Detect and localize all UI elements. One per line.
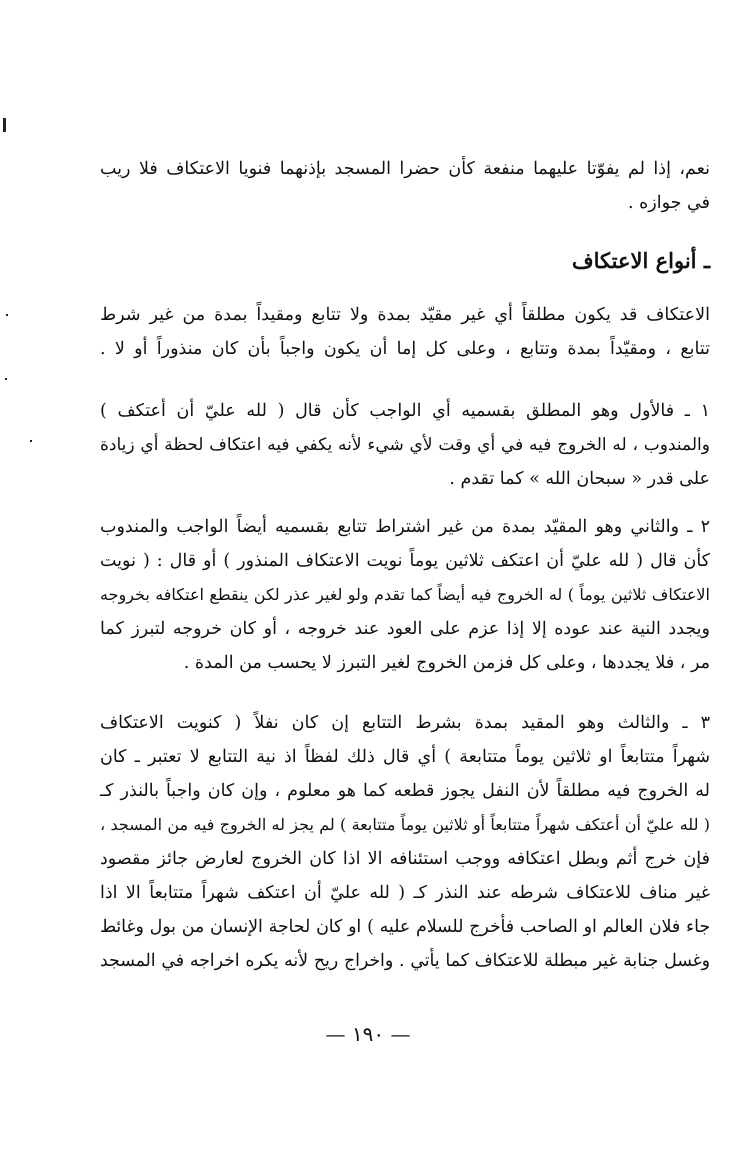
text-line: مر ، فلا يجددها ، وعلى كل فزمن الخروج لغير التبرز لا يحسب من المدة . [183,653,710,673]
text-line: نعم، إذا لم يفوّتا عليهما منفعة كأن حضرا المسجد بإذنهما فنويا الاعتكاف فلا ريب [100,159,710,179]
text-line: فإن خرج أثم وبطل اعتكافه ووجب استئنافه الا اذا كان الخروج لعارض جائز مقصود [100,849,710,869]
text-line: غير مناف للاعتكاف شرطه عند النذر كـ ( لله عليّ أن اعتكف شهراً متتابعاً الا اذا [100,883,710,903]
text-line: تتابع ، ومقيّداً بمدة وتتابع ، وعلى كل إما أن يكون واجباً بأن كان منذوراً أو لا . [100,339,710,359]
paragraph-first-type [100,394,710,496]
intro-paragraph [100,152,710,220]
text-line: ٣ ـ والثالث وهو المقيد بمدة بشرط التتابع إن كان نفلاً ( كنويت الاعتكاف [100,713,710,733]
text-line: ( لله عليّ أن أعتكف شهراً متتابعاً أو ثلاثين يوماً متتابعة ) لم يجز له الخروج فيه من المسجد ، [100,815,710,834]
text-line: الاعتكاف ثلاثين يوماً ) له الخروج فيه أيضاً كما تقدم ولو لغير عذر لكن ينقطع اعتكافه بخروجه [100,585,710,604]
text-line: جاء فلان العالم او الصاحب فأخرج للسلام عليه ) او كان لحاجة الإنسان من بول وغائط [100,917,710,937]
text-line: شهراً متتابعاً او ثلاثين يوماً متتابعة ) أي قال ذلك لفظاً اذ نية التتابع لا تعتبر ـ كان [100,747,710,767]
text-line: على قدر « سبحان الله » كما تقدم . [449,469,710,489]
scan-artifact [6,314,8,316]
paragraph-second-type [100,510,710,680]
text-line: له الخروج فيه مطلقاً لأن النفل يجوز قطعه كما هو معلوم ، وإن كان واجباً بالنذر كـ [100,781,710,801]
scan-artifact [5,378,7,380]
text-line: في جوازه . [628,193,710,213]
text-line: الاعتكاف قد يكون مطلقاً أي غير مقيّد بمدة ولا تتابع ومقيداً بمدة من غير شرط [100,305,710,325]
text-line: ٢ ـ والثاني وهو المقيّد بمدة من غير اشتراط تتابع بقسميه أيضاً الواجب والمندوب [100,517,710,537]
text-line: وغسل جنابة غير مبطلة للاعتكاف كما يأتي . واخراج ريح لأنه يكره اخراجه في المسجد [100,951,710,971]
scan-artifact [30,440,32,442]
paragraph-definition [100,298,710,366]
page-number: — ١٩٠ — [325,1022,411,1046]
text-line: والمندوب ، له الخروج فيه في أي وقت لأي شيء لأنه يكفي فيه اعتكاف لحظة أي زيادة [100,435,710,455]
section-heading: ـ أنواع الاعتكاف [571,248,710,273]
paragraph-third-type [100,706,710,978]
text-line: ويجدد النية عند عوده إلا إذا عزم على العود عند خروجه ، أو كان خروجه لتبرز كما [100,619,710,639]
scan-artifact [3,118,6,132]
text-line: كأن قال ( لله عليّ أن اعتكف ثلاثين يوماً نويت الاعتكاف المنذور ) أو قال : ( نويت [100,551,710,571]
text-line: ١ ـ فالأول وهو المطلق بقسميه أي الواجب كأن قال ( لله عليّ أن أعتكف ) [100,401,710,421]
